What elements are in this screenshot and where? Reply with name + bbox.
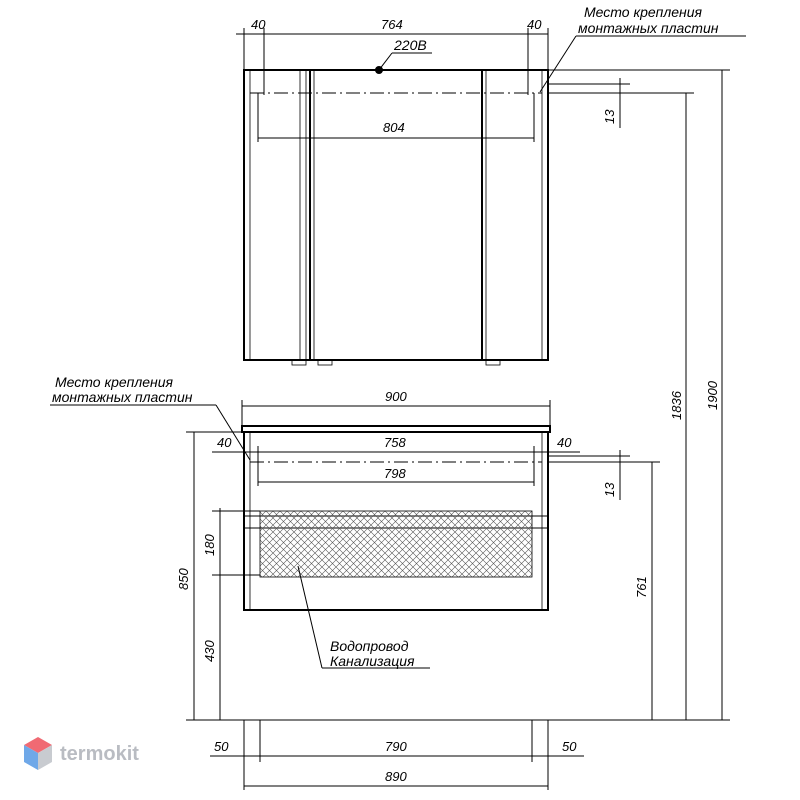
dim-mirror-offset: 13: [602, 109, 617, 124]
water-label-2: Канализация: [330, 653, 415, 669]
logo-text: termokit: [60, 743, 139, 765]
dim-mirror-inner: 764: [381, 17, 403, 32]
vanity-plate-dimensions: [212, 435, 580, 486]
dim-180: 180: [202, 534, 217, 556]
dimension-761: [550, 462, 730, 720]
dim-base-width: 890: [385, 769, 407, 784]
termokit-logo: [24, 737, 139, 770]
bottom-dimensions: [210, 720, 584, 790]
mirror-offset-dimension: [548, 78, 630, 128]
vanity-offset-dimension: [548, 450, 660, 500]
dim-total-1836: 1836: [669, 391, 684, 420]
dim-cab-inner: 758: [384, 435, 406, 450]
mirror-mount-label-2: монтажных пластин: [578, 20, 719, 36]
dim-leg-left: 50: [214, 739, 229, 754]
dim-cab-plates: 798: [384, 466, 406, 481]
mirror-mount-callout: [540, 4, 746, 92]
dim-total-1900: 1900: [705, 381, 720, 410]
mirror-cabinet-body: [244, 70, 548, 360]
dim-850: 850: [176, 568, 191, 590]
mirror-top-dimensions: [236, 17, 548, 142]
dim-leg-right: 50: [562, 739, 577, 754]
dim-mirror-plates: 804: [383, 120, 405, 135]
dim-430: 430: [202, 640, 217, 662]
dim-cab-left: 40: [217, 435, 232, 450]
dim-mirror-left: 40: [251, 17, 266, 32]
vanity-mount-label-2: монтажных пластин: [52, 389, 193, 405]
dim-mirror-right: 40: [527, 17, 542, 32]
water-callout: [298, 566, 430, 669]
vanity-mount-label-1: Место крепления: [55, 374, 174, 390]
dim-leg-span: 790: [385, 739, 407, 754]
dimension-totals: [548, 70, 730, 720]
mirror-mount-label-1: Место крепления: [584, 4, 703, 20]
utilities-zone: [260, 511, 532, 577]
dim-top-width: 900: [385, 389, 407, 404]
water-label-1: Водопровод: [330, 638, 409, 654]
power-label: 220В: [394, 37, 427, 53]
left-dimensions: [176, 432, 260, 720]
dim-cab-right: 40: [557, 435, 572, 450]
dim-cab-offset: 13: [602, 482, 617, 497]
mirror-cabinet: [244, 37, 548, 365]
dim-cab-height: 761: [634, 576, 649, 598]
dimension-900: [242, 389, 550, 428]
